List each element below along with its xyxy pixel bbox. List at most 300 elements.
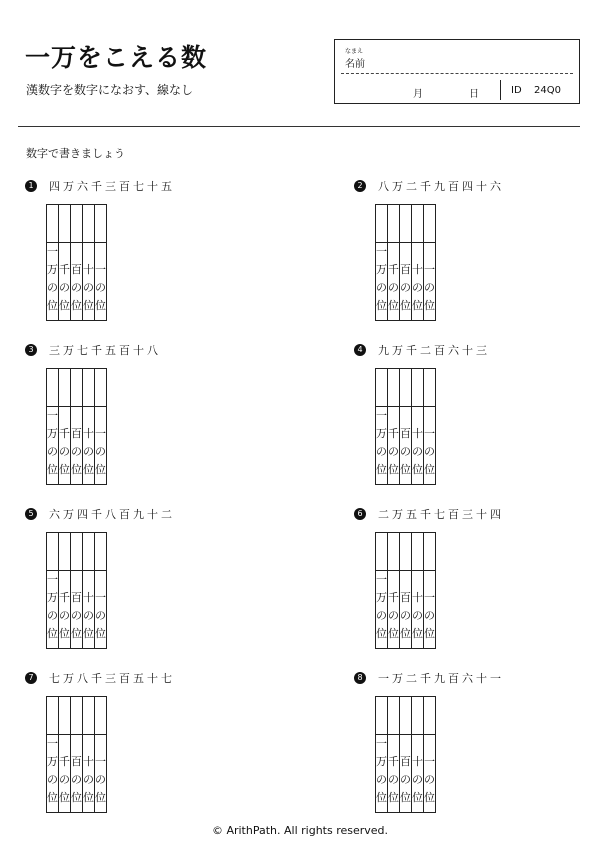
- place-label-char: の: [376, 445, 387, 458]
- place-label-char: 千: [388, 591, 399, 604]
- place-value-grid: [46, 204, 107, 321]
- place-label-char: 万: [376, 263, 387, 276]
- problem-heading: [25, 178, 175, 194]
- place-label-char: 一: [47, 409, 58, 422]
- place-label-char: 百: [400, 427, 411, 440]
- place-label-char: 十: [412, 427, 423, 440]
- place-label-char: 位: [71, 791, 82, 804]
- answer-cell[interactable]: [59, 369, 71, 407]
- place-label: [83, 425, 94, 484]
- place-label-char: の: [400, 609, 411, 622]
- place-label-char: 位: [400, 463, 411, 476]
- place-label-char: 一: [95, 427, 106, 440]
- answer-cell[interactable]: [71, 533, 83, 571]
- place-label-char: の: [424, 609, 435, 622]
- place-label: [71, 753, 82, 812]
- place-label: [376, 407, 387, 484]
- problem-kanji-number: 一万二千九百六十一: [378, 672, 504, 685]
- place-label: [376, 243, 387, 320]
- place-label-char: 位: [400, 627, 411, 640]
- place-label: [47, 243, 58, 320]
- place-label: [412, 425, 423, 484]
- place-label-char: の: [95, 281, 106, 294]
- place-label: [424, 589, 435, 648]
- place-label-cell: [71, 407, 83, 485]
- place-label: [47, 407, 58, 484]
- place-label-char: 千: [59, 591, 70, 604]
- place-label-char: 万: [376, 427, 387, 440]
- place-label: [400, 425, 411, 484]
- place-label-cell: [376, 243, 388, 321]
- id-value: 24Q0: [534, 85, 561, 96]
- place-label-char: 十: [83, 755, 94, 768]
- place-label: [83, 261, 94, 320]
- place-label-cell: [424, 243, 436, 321]
- problem-kanji-number: 二万五千七百三十四: [378, 508, 504, 521]
- place-label-char: 千: [59, 755, 70, 768]
- place-label-char: の: [59, 445, 70, 458]
- place-label-row: [47, 735, 107, 813]
- problem-kanji-number: 八万二千九百四十六: [378, 180, 504, 193]
- place-label-char: の: [83, 445, 94, 458]
- place-label-char: の: [95, 773, 106, 786]
- place-label: [376, 571, 387, 648]
- copyright-footer: © ArithPath. All rights reserved.: [211, 824, 389, 837]
- place-label: [83, 589, 94, 648]
- place-label-char: 一: [376, 245, 387, 258]
- answer-cell[interactable]: [83, 205, 95, 243]
- place-label-cell: [95, 735, 107, 813]
- place-label-char: 十: [83, 263, 94, 276]
- instruction-text: 数字で書きましょう: [26, 147, 125, 160]
- problem-number: 6: [354, 508, 366, 520]
- place-label-char: 一: [95, 263, 106, 276]
- answer-cell[interactable]: [59, 697, 71, 735]
- place-label-char: 位: [95, 627, 106, 640]
- place-label-char: 位: [47, 463, 58, 476]
- place-label-cell: [400, 571, 412, 649]
- place-label-char: の: [47, 281, 58, 294]
- answer-cell[interactable]: [95, 369, 107, 407]
- place-label-char: 位: [400, 299, 411, 312]
- place-label-char: 位: [59, 463, 70, 476]
- answer-cell[interactable]: [95, 697, 107, 735]
- place-label-char: 一: [376, 573, 387, 586]
- problem-heading: [354, 670, 504, 686]
- problem-number: 5: [25, 508, 37, 520]
- problem-heading: [354, 506, 504, 522]
- answer-cell[interactable]: [412, 697, 424, 735]
- answer-cell[interactable]: [400, 205, 412, 243]
- place-label-char: 十: [412, 263, 423, 276]
- place-label-char: 位: [95, 299, 106, 312]
- place-label: [59, 425, 70, 484]
- place-label-char: の: [59, 773, 70, 786]
- answer-cell[interactable]: [47, 369, 59, 407]
- place-label-char: の: [71, 609, 82, 622]
- place-label-cell: [412, 735, 424, 813]
- answer-row: [376, 697, 436, 735]
- place-label-char: 位: [47, 791, 58, 804]
- place-label-char: 一: [424, 755, 435, 768]
- place-label-char: 位: [71, 299, 82, 312]
- place-label-char: 十: [83, 427, 94, 440]
- place-label-char: の: [83, 609, 94, 622]
- place-label-cell: [83, 407, 95, 485]
- place-label: [83, 753, 94, 812]
- place-label-char: 位: [376, 791, 387, 804]
- place-label-cell: [388, 243, 400, 321]
- answer-cell[interactable]: [59, 533, 71, 571]
- place-label-cell: [376, 735, 388, 813]
- place-value-grid: [375, 368, 436, 485]
- place-label-char: 百: [71, 591, 82, 604]
- place-label-char: 位: [95, 463, 106, 476]
- place-label-char: 位: [412, 299, 423, 312]
- place-label: [412, 261, 423, 320]
- answer-cell[interactable]: [388, 205, 400, 243]
- place-label-char: の: [71, 445, 82, 458]
- place-label-cell: [83, 571, 95, 649]
- place-label-char: 位: [376, 299, 387, 312]
- answer-row: [376, 205, 436, 243]
- problem-heading: [354, 342, 490, 358]
- place-label-char: 万: [47, 755, 58, 768]
- place-label: [59, 753, 70, 812]
- place-label-char: の: [83, 773, 94, 786]
- place-label: [400, 753, 411, 812]
- place-label-char: 千: [388, 427, 399, 440]
- place-label-char: の: [400, 281, 411, 294]
- answer-cell[interactable]: [424, 369, 436, 407]
- place-label-char: の: [412, 609, 423, 622]
- place-label-cell: [71, 735, 83, 813]
- place-value-grid: [375, 696, 436, 813]
- place-label-cell: [59, 407, 71, 485]
- place-label-cell: [424, 735, 436, 813]
- problem-kanji-number: 三万七千五百十八: [49, 344, 161, 357]
- place-label-char: 千: [59, 263, 70, 276]
- name-ruby: なまえ: [345, 48, 364, 55]
- place-label-cell: [424, 407, 436, 485]
- place-label-cell: [376, 407, 388, 485]
- place-label-cell: [47, 407, 59, 485]
- problem-kanji-number: 六万四千八百九十二: [49, 508, 175, 521]
- place-label-char: の: [412, 773, 423, 786]
- place-label-char: 百: [400, 591, 411, 604]
- place-label-char: の: [424, 773, 435, 786]
- month-label: 月: [413, 89, 423, 100]
- place-label-char: の: [95, 609, 106, 622]
- place-label: [376, 735, 387, 812]
- place-label-char: 位: [71, 627, 82, 640]
- place-label: [71, 589, 82, 648]
- place-label-char: 十: [83, 591, 94, 604]
- place-label: [424, 261, 435, 320]
- place-label-char: 位: [83, 627, 94, 640]
- place-label-cell: [59, 243, 71, 321]
- place-label-char: 位: [424, 791, 435, 804]
- place-label: [400, 261, 411, 320]
- place-label-char: の: [376, 281, 387, 294]
- place-label-char: 位: [388, 791, 399, 804]
- place-label-char: 位: [388, 463, 399, 476]
- problem-number: 8: [354, 672, 366, 684]
- place-label: [412, 589, 423, 648]
- place-value-grid: [46, 532, 107, 649]
- place-label-char: 位: [412, 791, 423, 804]
- place-label-cell: [71, 243, 83, 321]
- place-label-char: の: [388, 281, 399, 294]
- answer-row: [47, 697, 107, 735]
- place-label-char: 一: [424, 263, 435, 276]
- answer-row: [47, 533, 107, 571]
- problem-number: 2: [354, 180, 366, 192]
- place-label-char: 位: [376, 627, 387, 640]
- place-label-char: 一: [376, 409, 387, 422]
- place-value-grid: [46, 368, 107, 485]
- place-label-char: 位: [424, 299, 435, 312]
- place-label-cell: [59, 571, 71, 649]
- problem-kanji-number: 九万千二百六十三: [378, 344, 490, 357]
- answer-cell[interactable]: [71, 697, 83, 735]
- id-divider: [500, 80, 501, 100]
- problem-number: 7: [25, 672, 37, 684]
- place-label-char: 万: [47, 591, 58, 604]
- answer-row: [47, 369, 107, 407]
- problem-number: 4: [354, 344, 366, 356]
- place-label-cell: [412, 571, 424, 649]
- place-label-row: [376, 571, 436, 649]
- place-label-row: [47, 407, 107, 485]
- place-label-char: 一: [424, 591, 435, 604]
- place-label: [388, 589, 399, 648]
- answer-cell[interactable]: [388, 533, 400, 571]
- problem-number: 3: [25, 344, 37, 356]
- place-label-char: 一: [47, 573, 58, 586]
- answer-cell[interactable]: [83, 369, 95, 407]
- problem-number: 1: [25, 180, 37, 192]
- place-label: [59, 589, 70, 648]
- place-label-char: の: [400, 773, 411, 786]
- place-label-char: の: [412, 445, 423, 458]
- place-label-char: 位: [59, 627, 70, 640]
- answer-cell[interactable]: [83, 697, 95, 735]
- place-label: [95, 589, 106, 648]
- place-label-cell: [412, 243, 424, 321]
- place-label-cell: [47, 571, 59, 649]
- place-label-char: 十: [412, 755, 423, 768]
- place-label: [388, 425, 399, 484]
- place-label: [59, 261, 70, 320]
- answer-cell[interactable]: [71, 205, 83, 243]
- day-label: 日: [469, 89, 479, 100]
- place-label-char: 位: [71, 463, 82, 476]
- problem-heading: [354, 178, 504, 194]
- answer-cell[interactable]: [47, 205, 59, 243]
- place-label-row: [47, 571, 107, 649]
- answer-cell[interactable]: [400, 697, 412, 735]
- place-label-row: [376, 243, 436, 321]
- place-label-cell: [95, 571, 107, 649]
- place-label-cell: [400, 735, 412, 813]
- place-label-char: 位: [59, 299, 70, 312]
- place-label-char: 万: [376, 755, 387, 768]
- page-subtitle: 漢数字を数字になおす、線なし: [26, 83, 194, 97]
- answer-cell[interactable]: [376, 205, 388, 243]
- place-label-char: 百: [71, 263, 82, 276]
- answer-cell[interactable]: [412, 369, 424, 407]
- answer-cell[interactable]: [412, 205, 424, 243]
- answer-cell[interactable]: [59, 205, 71, 243]
- place-label-char: の: [95, 445, 106, 458]
- place-label: [95, 425, 106, 484]
- place-label-char: の: [376, 609, 387, 622]
- place-label-char: 千: [388, 755, 399, 768]
- place-label-char: の: [388, 609, 399, 622]
- page-title: 一万をこえる数: [25, 43, 208, 72]
- place-label-char: 百: [400, 263, 411, 276]
- answer-cell[interactable]: [95, 205, 107, 243]
- name-write-line: [341, 73, 573, 74]
- place-label: [47, 571, 58, 648]
- place-label-cell: [412, 407, 424, 485]
- answer-row: [47, 205, 107, 243]
- answer-cell[interactable]: [376, 369, 388, 407]
- place-label: [424, 753, 435, 812]
- place-label-cell: [424, 571, 436, 649]
- place-label: [424, 425, 435, 484]
- place-label-char: 位: [47, 627, 58, 640]
- place-label-cell: [400, 243, 412, 321]
- answer-cell[interactable]: [424, 205, 436, 243]
- place-label: [412, 753, 423, 812]
- place-label-cell: [376, 571, 388, 649]
- place-label-char: 位: [376, 463, 387, 476]
- place-label-row: [376, 735, 436, 813]
- place-label-cell: [388, 571, 400, 649]
- answer-cell[interactable]: [83, 533, 95, 571]
- place-label-char: の: [47, 609, 58, 622]
- place-label-char: 位: [83, 791, 94, 804]
- place-label-char: 万: [47, 263, 58, 276]
- place-label-row: [47, 243, 107, 321]
- place-label-char: 位: [59, 791, 70, 804]
- name-label: 名前: [345, 59, 365, 70]
- place-label-char: 一: [424, 427, 435, 440]
- place-label-char: 一: [47, 737, 58, 750]
- place-label-char: 一: [95, 755, 106, 768]
- place-label-char: 百: [71, 755, 82, 768]
- place-label-char: 位: [388, 299, 399, 312]
- place-label-char: の: [400, 445, 411, 458]
- problem-kanji-number: 四万六千三百七十五: [49, 180, 175, 193]
- place-label-char: 百: [71, 427, 82, 440]
- place-label-char: 一: [47, 245, 58, 258]
- place-label-char: の: [412, 281, 423, 294]
- place-label-cell: [388, 735, 400, 813]
- place-label-cell: [83, 735, 95, 813]
- place-label: [388, 261, 399, 320]
- place-label-char: の: [388, 445, 399, 458]
- place-label-cell: [59, 735, 71, 813]
- place-label-cell: [71, 571, 83, 649]
- problem-heading: [25, 506, 175, 522]
- place-value-grid: [375, 532, 436, 649]
- place-label-char: の: [71, 773, 82, 786]
- place-label-char: の: [424, 281, 435, 294]
- place-label-char: の: [59, 609, 70, 622]
- name-box: [334, 39, 580, 104]
- place-label-char: 位: [424, 463, 435, 476]
- place-label-char: 位: [47, 299, 58, 312]
- place-label-cell: [47, 735, 59, 813]
- place-label-char: 位: [388, 627, 399, 640]
- place-label-char: の: [83, 281, 94, 294]
- place-label-row: [376, 407, 436, 485]
- place-label-char: 位: [95, 791, 106, 804]
- problem-heading: [25, 670, 175, 686]
- answer-cell[interactable]: [376, 697, 388, 735]
- answer-cell[interactable]: [376, 533, 388, 571]
- header-divider: [18, 126, 580, 127]
- place-label-char: の: [388, 773, 399, 786]
- place-label-char: 位: [83, 463, 94, 476]
- answer-cell[interactable]: [71, 369, 83, 407]
- place-label-char: 千: [388, 263, 399, 276]
- answer-row: [376, 533, 436, 571]
- place-label-char: 位: [83, 299, 94, 312]
- place-label-char: 万: [47, 427, 58, 440]
- place-label-cell: [95, 407, 107, 485]
- place-value-grid: [46, 696, 107, 813]
- answer-cell[interactable]: [388, 369, 400, 407]
- place-label-char: の: [47, 773, 58, 786]
- place-label-char: 万: [376, 591, 387, 604]
- answer-cell[interactable]: [388, 697, 400, 735]
- answer-cell[interactable]: [95, 533, 107, 571]
- place-label-cell: [400, 407, 412, 485]
- answer-cell[interactable]: [412, 533, 424, 571]
- place-label-char: 位: [400, 791, 411, 804]
- place-label: [400, 589, 411, 648]
- place-label-char: の: [424, 445, 435, 458]
- id-label: ID: [511, 85, 522, 96]
- answer-cell[interactable]: [400, 533, 412, 571]
- place-label-char: 一: [95, 591, 106, 604]
- place-label-char: の: [47, 445, 58, 458]
- place-label: [95, 753, 106, 812]
- place-label-char: 千: [59, 427, 70, 440]
- answer-cell[interactable]: [424, 697, 436, 735]
- problem-kanji-number: 七万八千三百五十七: [49, 672, 175, 685]
- answer-cell[interactable]: [47, 697, 59, 735]
- problem-heading: [25, 342, 161, 358]
- place-label-cell: [95, 243, 107, 321]
- answer-cell[interactable]: [424, 533, 436, 571]
- place-label-char: 位: [412, 627, 423, 640]
- place-label-char: 百: [400, 755, 411, 768]
- answer-cell[interactable]: [47, 533, 59, 571]
- place-label-char: 一: [376, 737, 387, 750]
- answer-row: [376, 369, 436, 407]
- place-label: [95, 261, 106, 320]
- place-label: [71, 261, 82, 320]
- place-label: [388, 753, 399, 812]
- place-value-grid: [375, 204, 436, 321]
- place-label: [47, 735, 58, 812]
- answer-cell[interactable]: [400, 369, 412, 407]
